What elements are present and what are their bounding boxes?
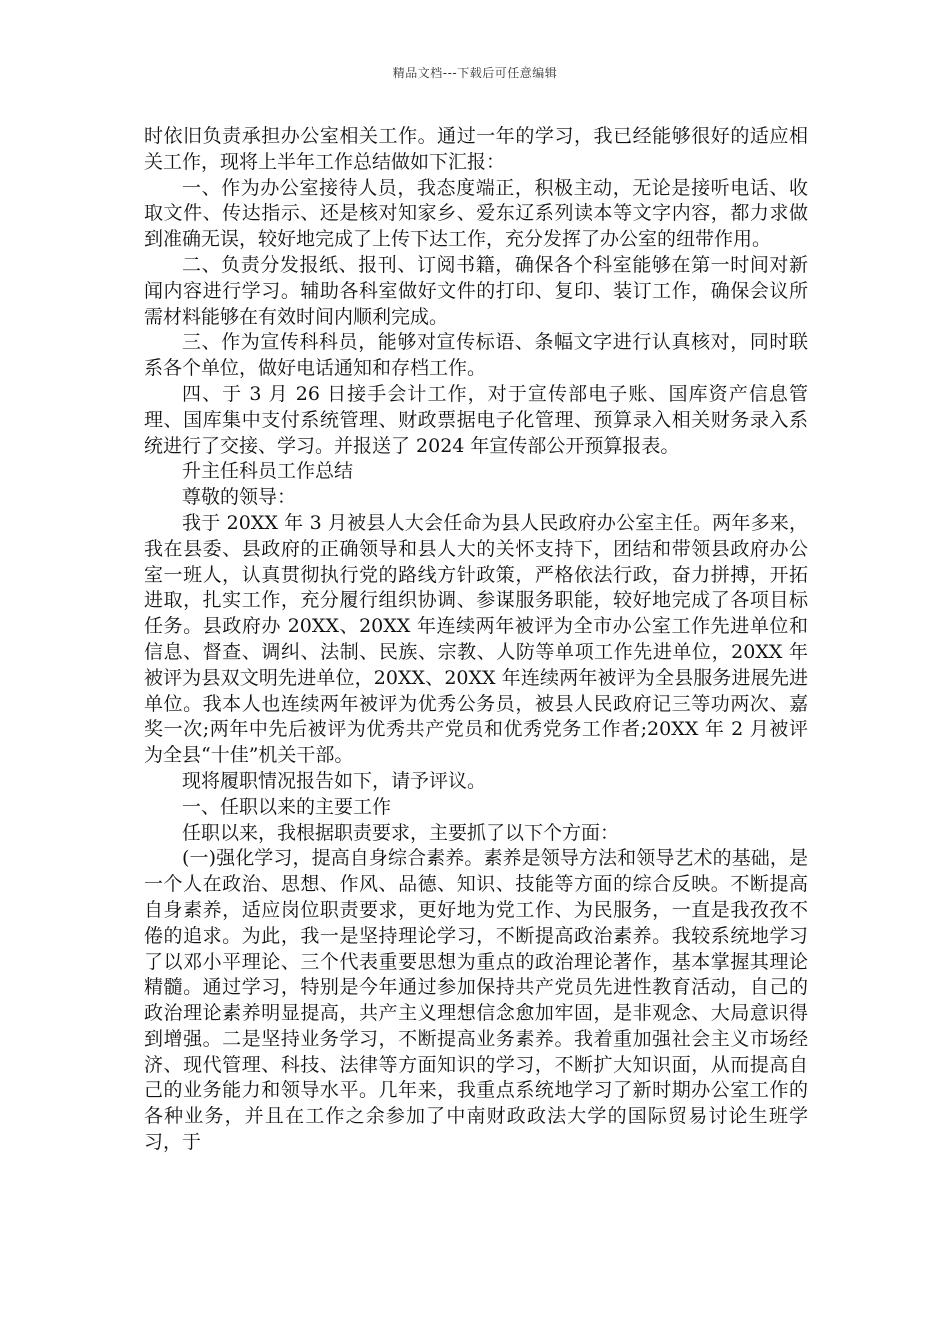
- paragraph-2: 一、作为办公室接待人员，我态度端正，积极主动，无论是接听电话、收取文件、传达指示、还是核对知家乡、爱东辽系列读本等文字内容，都力求做到准确无误，较好地完成了上传下达工作，充分发挥了办公室的纽带作用。: [144, 176, 808, 251]
- paragraph-12: (一)强化学习，提高自身综合素养。素养是领导方法和领导艺术的基础，是一个人在政治、思想、作风、品德、知识、技能等方面的综合反映。不断提高自身素养，适应岗位职责要求，更好地为党工作、为民服务，一直是我孜孜不倦的追求。为此，我一是坚持理论学习，不断提高政治素养。我较系统地学习了以邓小平理论、三个代表重要思想为重点的政治理论著作，基本掌握其理论精髓。通过学习，特别是今年通过参加保持共产党员先进性教育活动，自己的政治理论素养明显提高，共产主义理想信念愈加牢固，是非观念、大局意识得到增强。二是坚持业务学习，不断提高业务素养。我着重加强社会主义市场经济、现代管理、科技、法律等方面知识的学习，不断扩大知识面，从而提高自己的业务能力和领导水平。几年来，我重点系统地学习了新时期办公室工作的各种业务，并且在工作之余参加了中南财政政法大学的国际贸易讨论生班学习，于: [144, 847, 808, 1154]
- paragraph-3: 二、负责分发报纸、报刊、订阅书籍，确保各个科室能够在第一时间对新闻内容进行学习。辅助各科室做好文件的打印、复印、装订工作，确保会议所需材料能够在有效时间内顺利完成。: [144, 253, 808, 328]
- salutation: 尊敬的领导：: [182, 486, 297, 509]
- paragraph-9: 现将履职情况报告如下，请予评议。: [182, 769, 487, 792]
- paragraph-1: 时依旧负责承担办公室相关工作。通过一年的学习，我已经能够很好的适应相关工作，现将上半年工作总结做如下汇报：: [144, 125, 808, 173]
- paragraph-4: 三、作为宣传科科员，能够对宣传标语、条幅文字进行认真核对，同时联系各个单位，做好电话通知和存档工作。: [144, 331, 808, 380]
- page-header: 精品文档---下载后可任意编辑: [392, 66, 558, 80]
- paragraph-8: 我于 20XX 年 3 月被县人大会任命为县人民政府办公室主任。两年多来，我在县委、县政府的正确领导和县人大的关怀支持下，团结和带领县政府办公室一班人，认真贯彻执行党的路线方针政策，严格依法行政，奋力拼搏，开拓进取，扎实工作，充分履行组织协调、参谋服务职能，较好地完成了各项目标任务。县政府办 20XX、20XX 年连续两年被评为全市办公室工作先进单位和信息、督查、调纠、法制、民族、宗教、人防等单项工作先进单位，20XX 年被评为县双文明先进单位，20XX、20XX 年连续两年被评为全县服务进展先进单位。我本人也连续两年被评为优秀公务员，被县人民政府记三等功两次、嘉奖一次;两年中先后被评为优秀共产党员和优秀党务工作者;20XX 年 2 月被评为全县“十佳”机关干部。: [144, 511, 808, 767]
- paragraph-5: 四、于 3 月 26 日接手会计工作，对于宣传部电子账、国库资产信息管理、国库集中支付系统管理、财政票据电子化管理、预算录入相关财务录入系统进行了交接、学习。并报送了 2024 年宣传部公开预算报表。: [144, 382, 808, 457]
- paragraph-11: 任职以来，我根据职责要求，主要抓了以下个方面：: [182, 821, 620, 844]
- subsection-heading: 一、任职以来的主要工作: [182, 795, 392, 818]
- document-body: [144, 124, 808, 1156]
- section-title: 升主任科员工作总结: [182, 460, 354, 483]
